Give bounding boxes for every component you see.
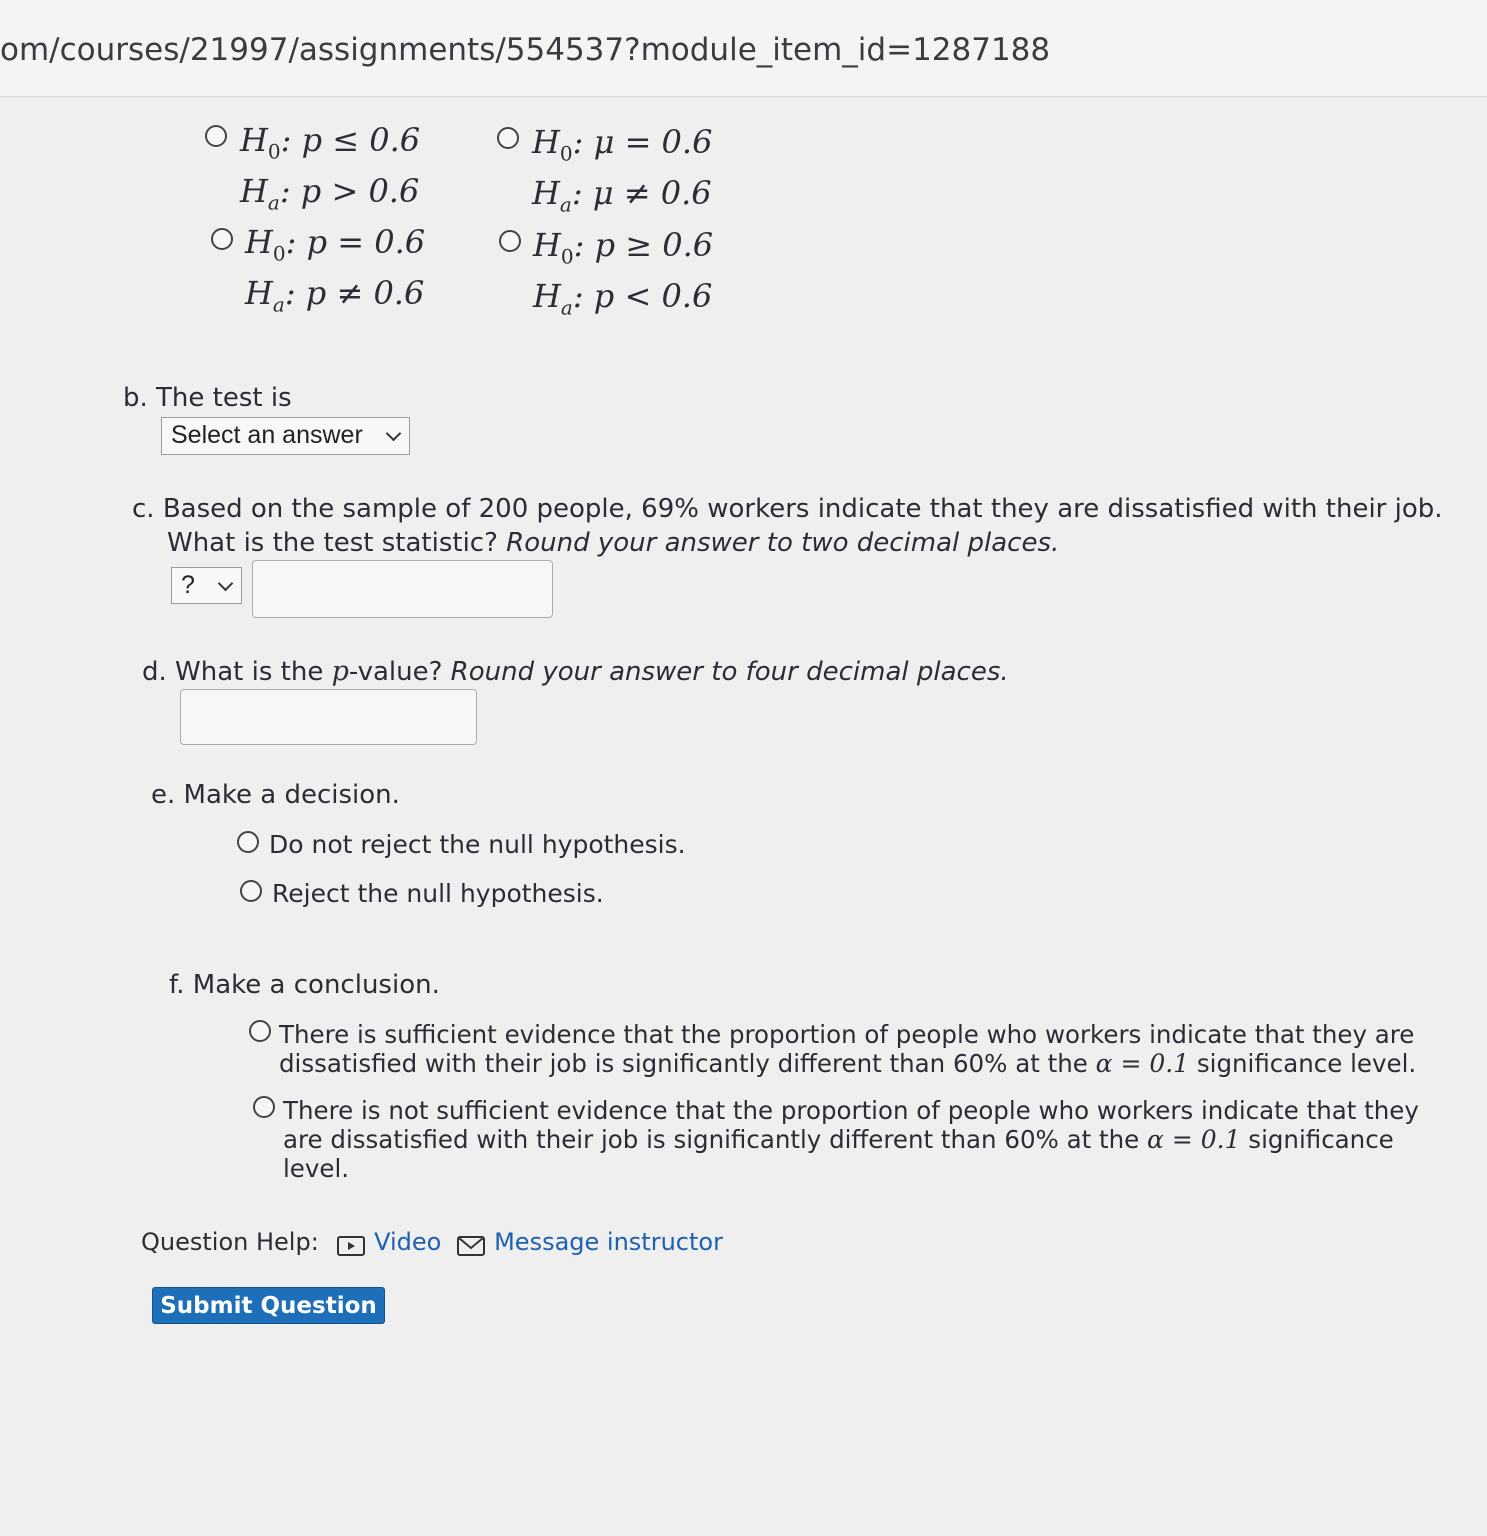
part-e-label: e. Make a decision. bbox=[151, 780, 400, 810]
hypothesis-option-2: $H_0$: μ = 0.6 $H_a$: μ ≠ 0.6 bbox=[532, 123, 713, 217]
conclusion-option-not-sufficient: There is not sufficient evidence that the proportion of people who workers indicate that they are dissatisfied with their job is significantly different than 60% at the α = 0.1 significance level. bbox=[283, 1096, 1419, 1183]
chevron-down-icon bbox=[386, 426, 402, 442]
part-f-label: f. Make a conclusion. bbox=[169, 970, 440, 1000]
message-instructor-link[interactable] bbox=[457, 1228, 723, 1257]
address-bar[interactable] bbox=[0, 0, 1487, 97]
decision-option-do-not-reject: Do not reject the null hypothesis. bbox=[269, 830, 686, 859]
part-d-question: d. What is the p-value? Round your answer to four decimal places. bbox=[142, 656, 1009, 687]
part-b-label: b. The test is bbox=[123, 383, 292, 413]
video-icon bbox=[337, 1235, 365, 1257]
conclusion-radio-not-sufficient[interactable] bbox=[253, 1096, 275, 1118]
video-link[interactable] bbox=[337, 1228, 441, 1257]
conclusion-option-sufficient: There is sufficient evidence that the proportion of people who workers indicate that they are dissatisfied with their job is significantly different than 60% at the α = 0.1 significance level. bbox=[279, 1020, 1417, 1078]
hypothesis-radio-4[interactable] bbox=[499, 230, 521, 252]
chevron-down-icon bbox=[218, 576, 234, 592]
decision-radio-reject[interactable] bbox=[240, 880, 262, 902]
test-type-select[interactable] bbox=[161, 417, 410, 455]
conclusion-radio-sufficient[interactable] bbox=[249, 1020, 271, 1042]
video-link-label: Video bbox=[374, 1228, 442, 1256]
part-c-question: c. Based on the sample of 200 people, 69% workers indicate that they are dissatisfied with their job. bbox=[132, 494, 1443, 524]
statistic-type-select[interactable] bbox=[171, 567, 242, 604]
submit-question-button[interactable]: Submit Question bbox=[152, 1287, 385, 1324]
url-text: om/courses/21997/assignments/554537?module_item_id=1287188 bbox=[0, 32, 1051, 68]
part-c-instruction: What is the test statistic? Round your answer to two decimal places. bbox=[167, 528, 1060, 558]
hypothesis-radio-3[interactable] bbox=[211, 228, 233, 250]
decision-radio-do-not-reject[interactable] bbox=[237, 831, 259, 853]
hypothesis-radio-2[interactable] bbox=[497, 127, 519, 149]
test-type-select-value: Select an answer bbox=[171, 421, 363, 449]
hypothesis-option-1: $H_0$: p ≤ 0.6 $H_a$: p > 0.6 bbox=[240, 121, 421, 215]
message-instructor-label: Message instructor bbox=[494, 1228, 723, 1256]
statistic-type-select-value: ? bbox=[181, 571, 195, 599]
hypothesis-radio-1[interactable] bbox=[205, 125, 227, 147]
envelope-icon bbox=[457, 1235, 485, 1257]
question-help-label: Question Help: bbox=[141, 1228, 319, 1256]
test-statistic-input[interactable] bbox=[252, 560, 553, 618]
hypothesis-option-4: $H_0$: p ≥ 0.6 $H_a$: p < 0.6 bbox=[533, 226, 714, 320]
p-value-input[interactable] bbox=[180, 689, 477, 745]
decision-option-reject: Reject the null hypothesis. bbox=[272, 879, 604, 908]
hypothesis-option-3: $H_0$: p = 0.6 $H_a$: p ≠ 0.6 bbox=[245, 223, 426, 317]
